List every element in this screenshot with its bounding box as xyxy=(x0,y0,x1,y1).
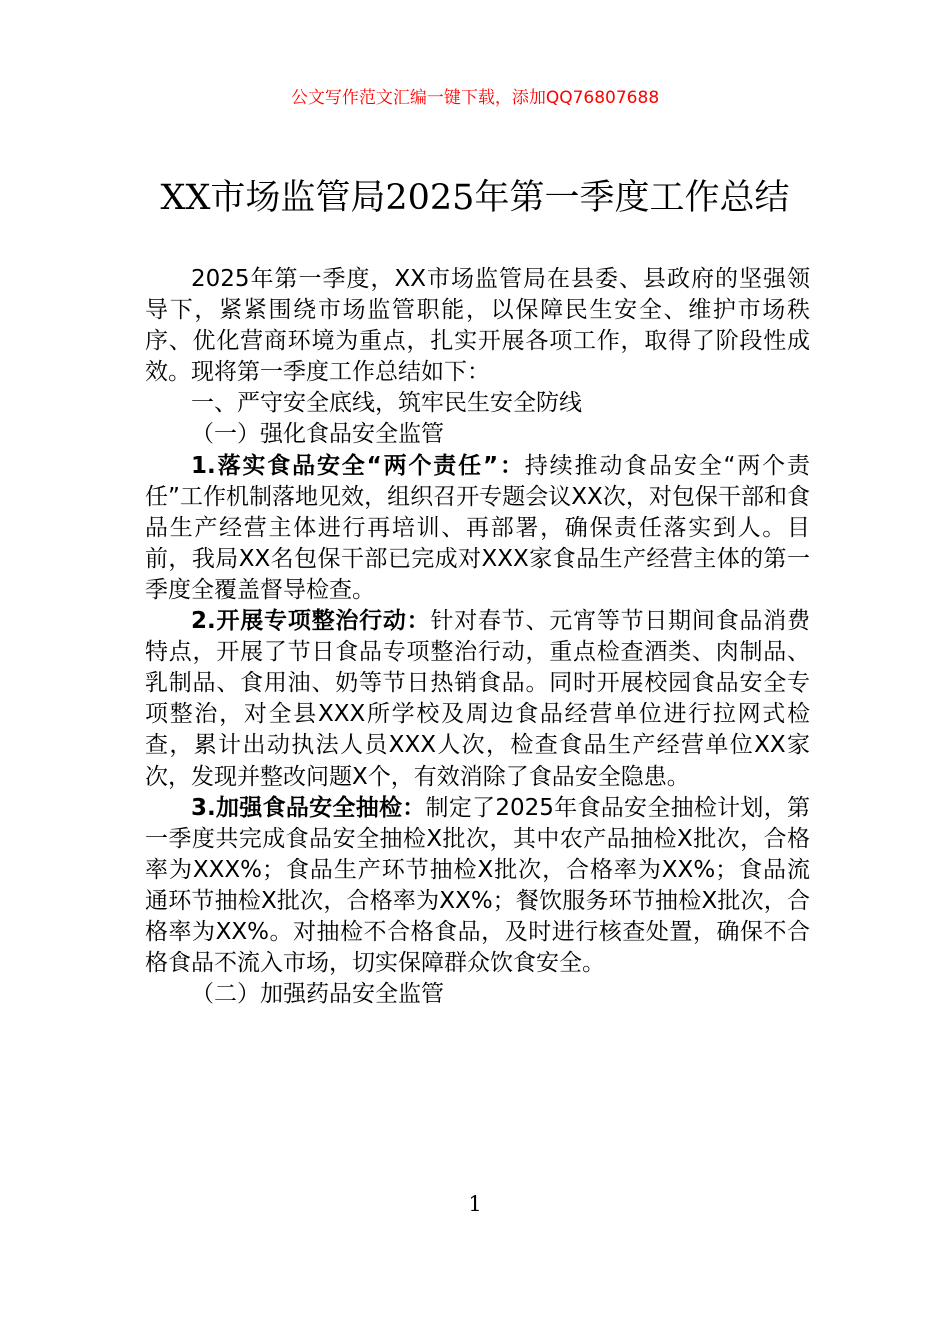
item-title-3: 3.加强食品安全抽检： xyxy=(191,794,426,821)
section-heading-1: 一、严守安全底线，筑牢民生安全防线 xyxy=(191,390,582,417)
document-body xyxy=(145,264,810,1010)
item-text-1: 持续推动食品安全“两个责任”工作机制落地见效，组织召开专题会议XX次，对包保干部和食品生产经营主体进行再培训、再部署，确保责任落实到人。目前，我局XX名包保干部已完成对XXX家食品生产经营主体的第一季度全覆盖督导检查。 xyxy=(145,452,810,603)
download-banner xyxy=(0,86,950,110)
item-title-1: 1.落实食品安全“两个责任”： xyxy=(191,452,525,479)
page-number: 1 xyxy=(468,1192,482,1216)
item-paragraph-1 xyxy=(145,451,810,606)
document-title: XX市场监管局2025年第一季度工作总结 xyxy=(160,178,790,218)
item-text-2: 针对春节、元宵等节日期间食品消费特点，开展了节日食品专项整治行动，重点检查酒类、肉制品、乳制品、食用油、奶等节日热销食品。同时开展校园食品安全专项整治，对全县XXX所学校及周边食品经营单位进行拉网式检查，累计出动执法人员XXX人次，检查食品生产经营单位XX家次，发现并整改问题X个，有效消除了食品安全隐患。 xyxy=(145,608,811,790)
banner-text: 公文写作范文汇编一键下载，添加QQ76807688 xyxy=(290,88,660,108)
item-paragraph-2 xyxy=(145,606,810,793)
item-text-3: 制定了2025年食品安全抽检计划，第一季度共完成食品安全抽检X批次，其中农产品抽检X批次，合格率为XXX%；食品生产环节抽检X批次，合格率为XX%；食品流通环节抽检X批次，合格率为XX%；餐饮服务环节抽检X批次，合格率为XX%。对抽检不合格食品，及时进行核查处置，确保不合格食品不流入市场，切实保障群众饮食安全。 xyxy=(145,794,810,977)
item-title-2: 2.开展专项整治行动： xyxy=(191,608,431,635)
intro-paragraph: 2025年第一季度，XX市场监管局在县委、县政府的坚强领导下，紧紧围绕市场监管职能，以保障民生安全、维护市场秩序、优化营商环境为重点，扎实开展各项工作，取得了阶段性成效。现将第一季度工作总结如下： xyxy=(145,266,810,386)
item-paragraph-3 xyxy=(145,793,810,980)
subsection-heading-1: （一）强化食品安全监管 xyxy=(191,421,444,448)
subsection-heading-2: （二）加强药品安全监管 xyxy=(191,981,444,1008)
